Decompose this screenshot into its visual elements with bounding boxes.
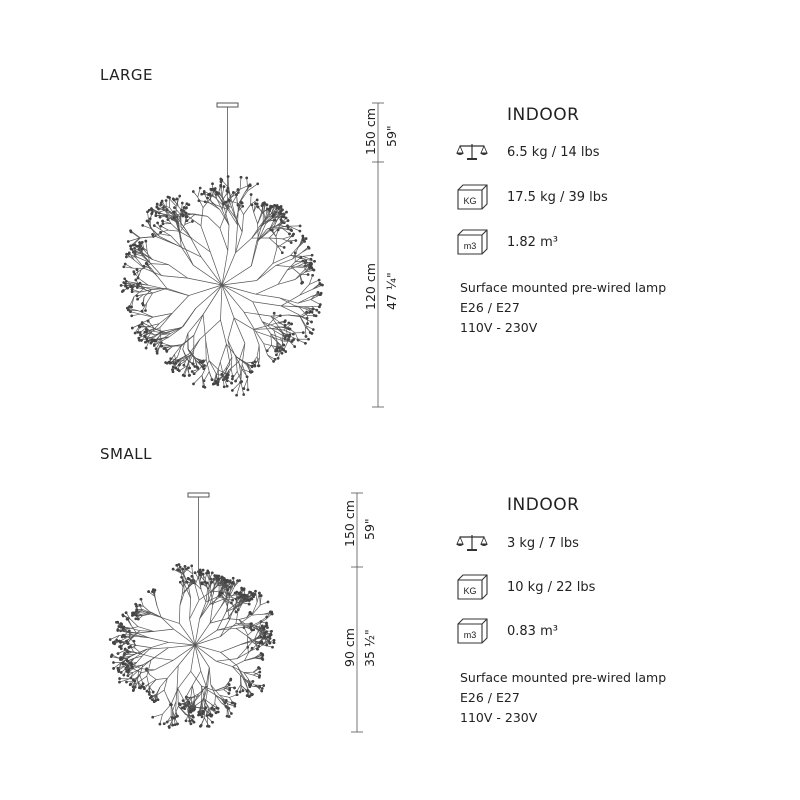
indoor-title: INDOOR: [507, 495, 580, 515]
ceiling-canopy: [188, 493, 209, 575]
desc-line: 110V - 230V: [460, 320, 538, 335]
desc-line: 110V - 230V: [460, 710, 538, 725]
height-in-label: 35 ½": [362, 629, 377, 667]
drop-cm-label: 150 cm: [363, 108, 378, 155]
net-weight-row: [455, 526, 579, 560]
net-weight-row: [455, 135, 600, 169]
desc-line: E26 / E27: [460, 690, 520, 705]
desc-line: Surface mounted pre-wired lamp: [460, 280, 667, 295]
desc-line: E26 / E27: [460, 300, 520, 315]
spec-panel-small: [455, 490, 775, 750]
svg-text:KG: KG: [463, 196, 477, 206]
lamp-branches: [109, 563, 275, 729]
volume-value: 1.82 m³: [507, 234, 558, 250]
height-cm-label: 120 cm: [363, 263, 378, 310]
gross-weight-row: [455, 180, 608, 214]
net-weight-value: 6.5 kg / 14 lbs: [507, 144, 600, 160]
lamp-drawing-large: [0, 95, 420, 415]
svg-text:KG: KG: [463, 586, 477, 596]
gross-weight-value: 17.5 kg / 39 lbs: [507, 189, 608, 205]
lamp-drawing-small: [0, 485, 420, 745]
lamp-branches: [120, 175, 324, 396]
variant-label-large: LARGE: [100, 66, 153, 84]
svg-text:m3: m3: [463, 241, 477, 251]
height-in-label: 47 ¼": [384, 272, 399, 310]
indoor-title: INDOOR: [507, 105, 580, 125]
variant-label-small: SMALL: [100, 445, 152, 463]
balance-scale-icon: [455, 527, 489, 559]
desc-line: Surface mounted pre-wired lamp: [460, 670, 667, 685]
drop-cm-label: 150 cm: [342, 500, 357, 547]
net-weight-value: 3 kg / 7 lbs: [507, 535, 579, 551]
m3-box-icon: [455, 226, 489, 258]
volume-value: 0.83 m³: [507, 623, 558, 639]
gross-weight-row: [455, 570, 596, 604]
m3-box-icon: [455, 615, 489, 647]
gross-weight-value: 10 kg / 22 lbs: [507, 579, 596, 595]
kg-box-icon: [455, 571, 489, 603]
balance-scale-icon: [455, 136, 489, 168]
kg-box-icon: [455, 181, 489, 213]
volume-row: [455, 614, 558, 648]
volume-row: [455, 225, 558, 259]
drop-in-label: 59": [362, 518, 377, 540]
height-cm-label: 90 cm: [342, 628, 357, 667]
svg-text:m3: m3: [463, 630, 477, 640]
drop-in-label: 59": [384, 125, 399, 147]
spec-panel-large: [455, 100, 775, 360]
